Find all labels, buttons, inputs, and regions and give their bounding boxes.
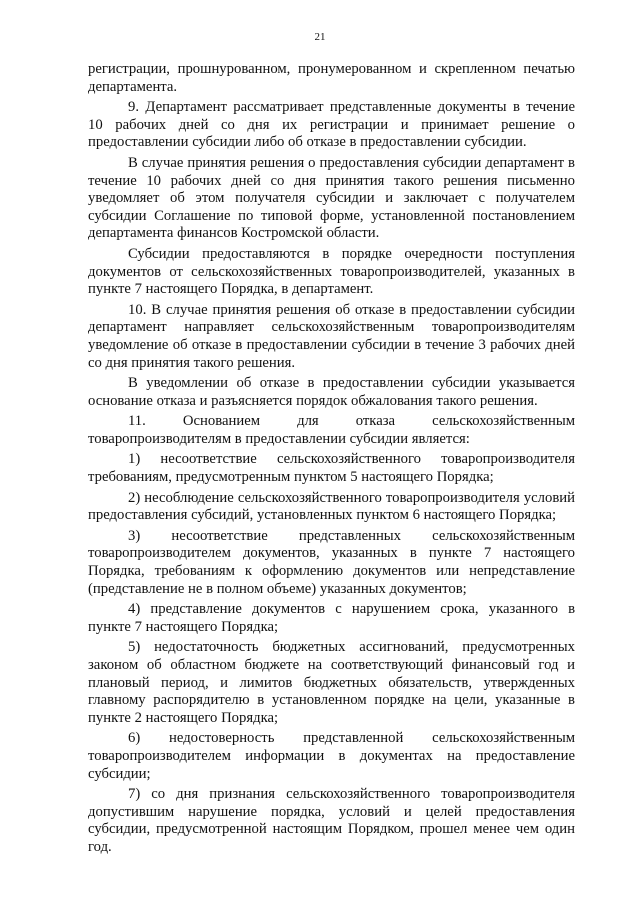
list-item-5: 5) недостаточность бюджетных ассигнований, предусмотренных законом об областном бюджете на соответствующий финансовый год и плановый период, и лимитов бюджетных обязательств, утвержденных главному распорядителю в установленном порядке на цели, указанные в пункте 2 настоящего Порядка;: [88, 639, 575, 726]
paragraph-order-of-provision: Субсидии предоставляются в порядке очередности поступления документов от сельскохозяйственных товаропроизводителей, указанных в пункте 7 настоящего Порядка, в департамент.: [88, 245, 575, 298]
list-item-7: 7) со дня признания сельскохозяйственного товаропроизводителя допустившим нарушение порядка, условий и целей предоставления субсидии, предусмотренной настоящим Порядком, прошел менее чем один год.: [88, 786, 575, 855]
paragraph-item-9: 9. Департамент рассматривает представленные документы в течение 10 рабочих дней со дня их регистрации и принимает решение о предоставлении субсидии либо об отказе в предоставлении субсидии.: [88, 99, 575, 151]
paragraph-refusal-notice: В уведомлении об отказе в предоставлении субсидии указывается основание отказа и разъясняется порядок обжалования такого решения.: [88, 375, 575, 409]
document-body: [88, 61, 575, 860]
list-item-1: 1) несоответствие сельскохозяйственного товаропроизводителя требованиям, предусмотренным пунктом 5 настоящего Порядка;: [88, 451, 575, 486]
page-number: 21: [314, 31, 326, 43]
paragraph-item-10: 10. В случае принятия решения об отказе в предоставлении субсидии департамент направляет сельскохозяйственным товаропроизводителям уведомление об отказе в предоставлении субсидии в течение 3 рабочих дней со дня принятия такого решения.: [88, 301, 575, 371]
list-item-4: 4) представление документов с нарушением срока, указанного в пункте 7 настоящего Порядка;: [88, 601, 575, 635]
paragraph-item-11: 11. Основанием для отказа сельскохозяйственным товаропроизводителям в предоставлении субсидии является:: [88, 413, 575, 447]
paragraph-decision-notice: В случае принятия решения о предоставления субсидии департамент в течение 10 рабочих дней со дня принятия такого решения письменно уведомляет об этом получателя субсидии и заключает с получателем субсидии Соглашение по типовой форме, установленной постановлением департамента финансов Костромской области.: [88, 154, 575, 242]
paragraph-continuation: регистрации, прошнурованном, пронумерованном и скрепленном печатью департамента.: [88, 61, 575, 95]
list-item-3: 3) несоответствие представленных сельскохозяйственным товаропроизводителем документов, указанных в пункте 7 настоящего Порядка, требованиям к оформлению документов или непредставление (представление не в полном объеме) указанных документов;: [88, 527, 575, 597]
list-item-6: 6) недостоверность представленной сельскохозяйственным товаропроизводителем информации в документах на предоставление субсидии;: [88, 730, 575, 782]
list-item-2: 2) несоблюдение сельскохозяйственного товаропроизводителя условий предоставления субсидий, установленных пунктом 6 настоящего Порядка;: [88, 489, 575, 524]
